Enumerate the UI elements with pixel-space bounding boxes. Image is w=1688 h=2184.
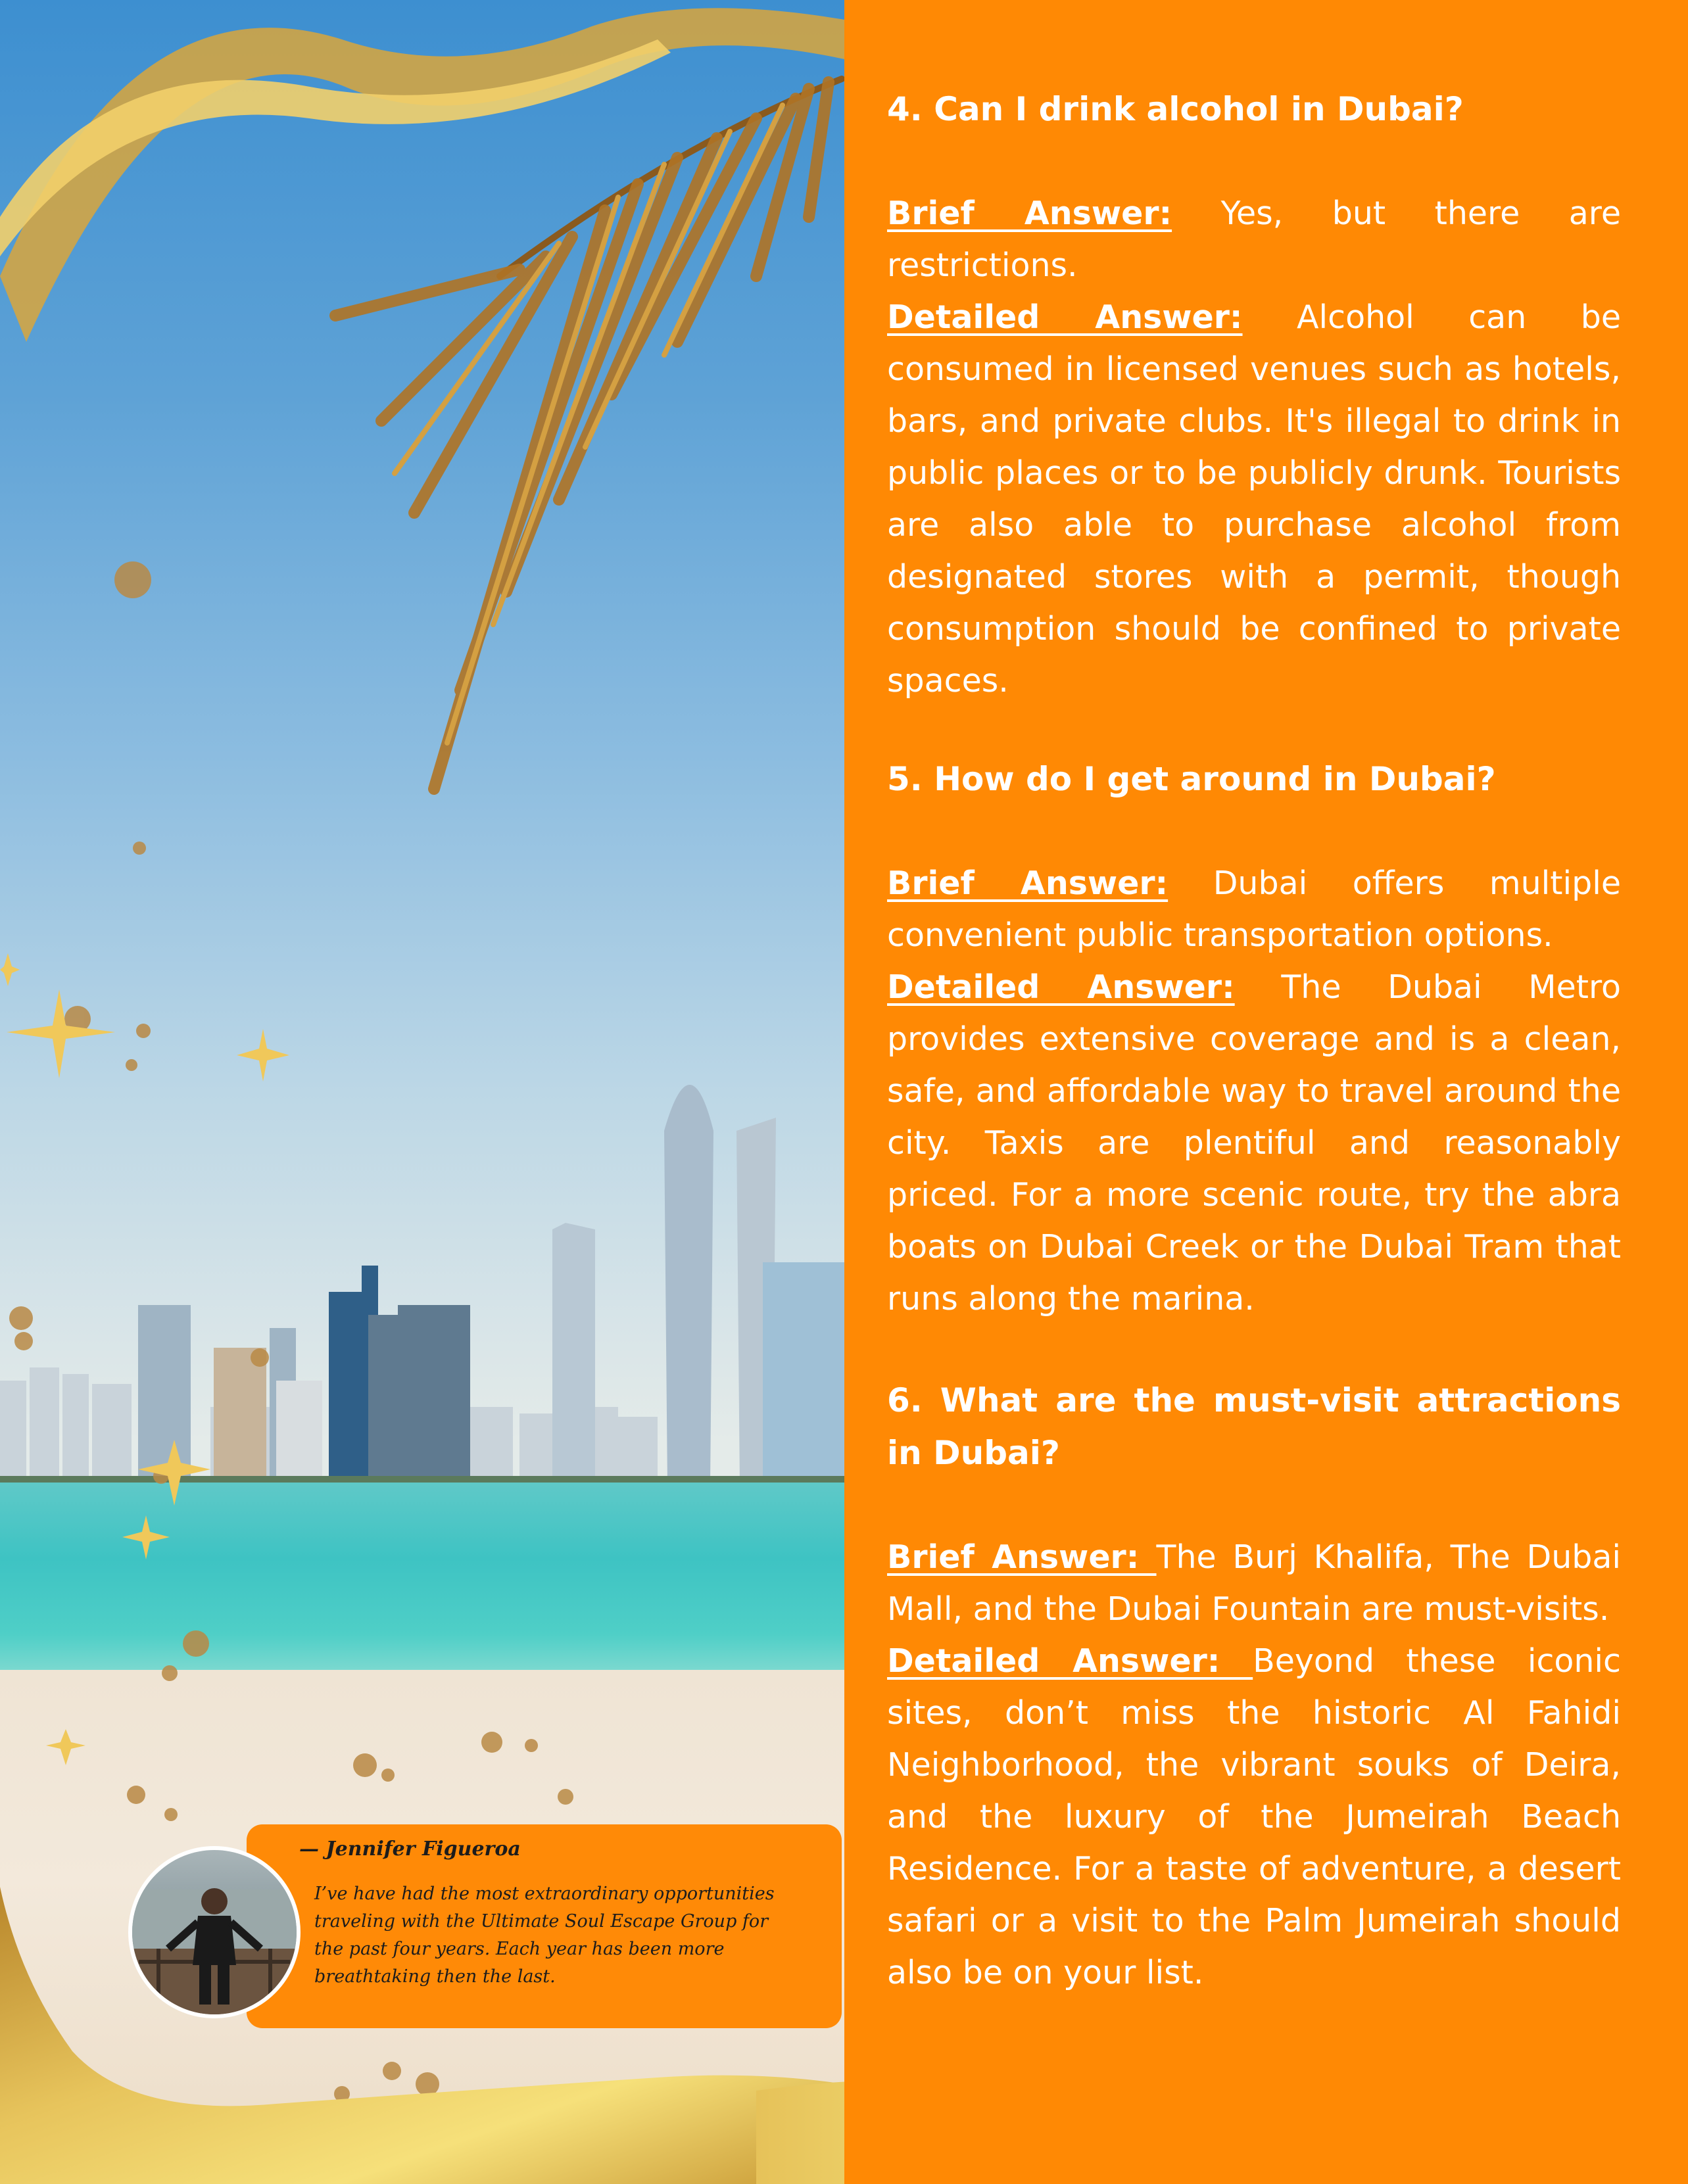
question-title: 4. Can I drink alcohol in Dubai?: [887, 90, 1464, 128]
faq-item-4: [887, 83, 1621, 707]
brief-answer: [887, 187, 1621, 291]
brief-answer-label: Brief Answer:: [887, 865, 1169, 902]
testimonial-quote: I’ve have had the most extraordinary opportunities traveling with the Ultimate Soul Escape Group for the past four years. Each year has been more breathtaking then the last.: [314, 1884, 775, 1987]
detailed-answer-text: The Dubai Metro provides extensive coverage and is a clean, safe, and affordable way to travel around the city. Taxis are plentiful and reasonably priced. For a more scenic route, try the abra boats on Dubai Creek or the Dubai Tram that runs along the marina.: [887, 968, 1621, 1318]
brief-answer: [887, 857, 1621, 961]
faq-item-6: [887, 1374, 1621, 1999]
detailed-answer-text: Alcohol can be consumed in licensed venues such as hotels, bars, and private clubs. It's illegal to drink in public places or to be publicly drunk. Tourists are also able to purchase alcohol from designated stores with a permit, though consumption should be confined to private spaces.: [887, 298, 1621, 700]
detailed-answer-label: Detailed Answer:: [887, 968, 1235, 1006]
brief-answer-label: Brief Answer:: [887, 195, 1172, 232]
brief-answer: [887, 1531, 1621, 1635]
testimonial-avatar: [128, 1846, 301, 2018]
detailed-answer-label: Detailed Answer:: [887, 1642, 1253, 1680]
testimonial-author: — Jennifer Figueroa: [299, 1838, 521, 1861]
detailed-answer: [887, 961, 1621, 1325]
person-photo: [132, 1850, 297, 2014]
detailed-answer-label: Detailed Answer:: [887, 298, 1243, 336]
detailed-answer-text: Beyond these iconic sites, don’t miss the historic Al Fahidi Neighborhood, the vibrant souks of Deira, and the luxury of the Jumeirah Beach Residence. For a taste of adventure, a desert safari or a visit to the Palm Jumeirah should also be on your list.: [887, 1642, 1621, 1991]
brief-answer-label: Brief Answer:: [887, 1538, 1157, 1576]
brief-answer-text: Yes, but there are restrictions.: [887, 195, 1621, 284]
detailed-answer: [887, 1635, 1621, 1999]
faq-item-5: [887, 753, 1621, 1325]
brief-answer-text: Dubai offers multiple convenient public transportation options.: [887, 865, 1621, 954]
brief-answer-text: The Burj Khalifa, The Dubai Mall, and the Dubai Fountain are must-visits.: [887, 1538, 1621, 1628]
question-title: 5. How do I get around in Dubai?: [887, 760, 1496, 798]
detailed-answer: [887, 291, 1621, 707]
question-title: 6. What are the must-visit attractions in Dubai?: [887, 1381, 1621, 1472]
